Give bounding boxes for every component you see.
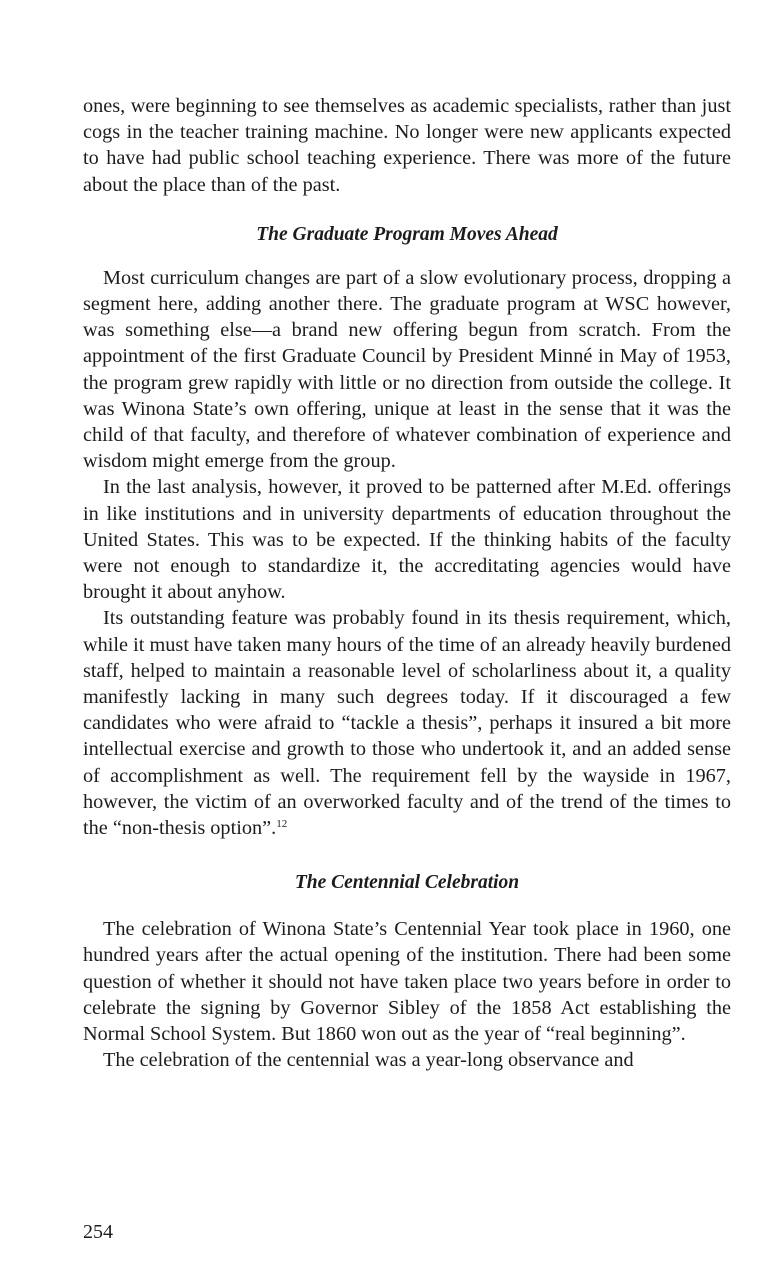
page-body: [83, 93, 731, 1074]
page-number: 254: [83, 1221, 113, 1243]
footnote-marker: 12: [276, 818, 288, 831]
section-heading-graduate-program: The Graduate Program Moves Ahead: [256, 223, 558, 245]
paragraph-celebration-observance: The celebration of the centennial was a year-long observance and: [103, 1049, 634, 1072]
paragraph-last-analysis: In the last analysis, however, it proved to be patterned after M.Ed. offerings in like institutions and in university departments of education throughout the United States. This was to be expected. If the thinking habits of the faculty were not enough to standardize it, the accreditating agencies would have brought it about anyhow.: [83, 476, 731, 604]
paragraph-continued: ones, were beginning to see themselves as academic specialists, rather than just cogs in the teacher training machine. No longer were new applicants expected to have had public school teaching experience. There was more of the future about the place than of the past.: [83, 95, 731, 196]
paragraph-thesis-text: Its outstanding feature was probably found in its thesis requirement, which, while it must have taken many hours of the time of an already heavily burdened staff, helped to maintain a reasonable level of scholarliness about it, a quality manifestly lacking in many such degrees today. If it discouraged a few candidates who were afraid to “tackle a thesis”, perhaps it insured a bit more intellectual exercise and growth to those who undertook it, and an added sense of accomplishment as well. The requirement fell by the wayside in 1967, however, the victim of an overworked faculty and of the trend of the times to the “non-thesis option”.: [83, 607, 731, 840]
section-heading-centennial: The Centennial Celebration: [294, 872, 520, 894]
paragraph-thesis-requirement: [83, 605, 731, 841]
paragraph-curriculum-changes: Most curriculum changes are part of a slow evolutionary process, dropping a segment here, adding another there. The graduate program at WSC however, was something else—a brand new offering begun from scratch. From the appointment of the first Graduate Council by President Minné in May of 1953, the program grew rapidly with little or no direction from outside the college. It was Winona State’s own offering, unique at least in the sense that it was the child of that faculty, and therefore of whatever combination of experience and wisdom might emerge from the group.: [83, 266, 731, 473]
paragraph-centennial-year: The celebration of Winona State’s Centennial Year took place in 1960, one hundred years after the actual opening of the institution. There had been some question of whether it should not have taken place two years before in order to celebrate the signing by Governor Sibley of the 1858 Act establishing the Normal School System. But 1860 won out as the year of “real beginning”.: [83, 918, 731, 1046]
